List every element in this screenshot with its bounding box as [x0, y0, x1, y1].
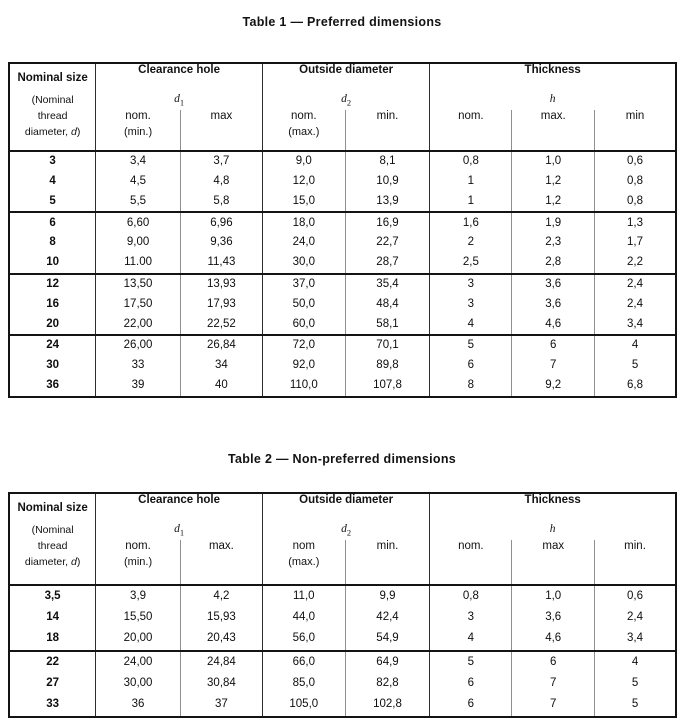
subcol-header: [512, 110, 595, 151]
table-cell: 30,00: [96, 673, 181, 694]
subcol-label: max: [210, 110, 233, 122]
subcol-label: max: [542, 540, 565, 552]
nominal-size-label: Nominal size: [17, 502, 88, 514]
table-cell: 22,52: [180, 314, 262, 335]
table-cell: 11.00: [96, 253, 181, 274]
table-cell: 2,8: [512, 253, 595, 274]
group-header-row: [9, 493, 676, 523]
table-row: [9, 356, 676, 376]
subcol-note: (max.): [288, 556, 320, 568]
nominal-size-cell: 3,5: [44, 589, 61, 602]
table-cell: 5: [595, 694, 676, 716]
table-cell: 26,84: [180, 335, 262, 356]
subheader-row: [9, 540, 676, 585]
table1-title: Table 1 — Preferred dimensions: [242, 15, 442, 29]
table-row: [9, 192, 676, 213]
subcol-note: [346, 126, 430, 138]
subcol-note: [595, 126, 675, 138]
table-cell: 13,9: [345, 192, 430, 213]
table-cell: 10,9: [345, 172, 430, 192]
symbol-row: [9, 93, 676, 110]
nominal-size-cell: 30: [46, 359, 59, 372]
table-cell: 5: [595, 356, 676, 376]
nominal-size-header: [9, 63, 96, 151]
table-cell: 36: [96, 694, 181, 716]
table-cell: 5,5: [96, 192, 181, 213]
table-cell: 28,7: [345, 253, 430, 274]
subcol-header: [595, 540, 676, 585]
subcol-label: nom.: [125, 540, 151, 552]
table-cell: 1,2: [512, 172, 595, 192]
nominal-size-cell: 5: [49, 194, 56, 207]
table-body: [9, 151, 676, 397]
table-cell: 6,8: [595, 376, 676, 397]
nominal-size-cell: 18: [46, 632, 59, 645]
table-cell: 2,3: [512, 233, 595, 253]
nominal-size-cell: 3: [49, 155, 56, 168]
table-cell: 35,4: [345, 274, 430, 295]
nominal-size-cell: 16: [46, 297, 59, 310]
table-cell: 4,2: [180, 585, 262, 607]
table-cell: 4: [430, 629, 512, 651]
table-header: [9, 493, 676, 585]
table-cell: 2,4: [595, 295, 676, 315]
subcol-header: [345, 110, 430, 151]
subcol-note: [181, 126, 262, 138]
table-cell: 1,3: [595, 212, 676, 233]
subcol-label: nom: [292, 540, 315, 552]
table-cell: 105,0: [262, 694, 345, 716]
subcol-label: min.: [624, 540, 646, 552]
table-cell: 110,0: [262, 376, 345, 397]
table-cell: 6,60: [96, 212, 181, 233]
table-cell: 37: [180, 694, 262, 716]
nominal-size-cell: 10: [46, 256, 59, 269]
table-cell: 3,4: [595, 314, 676, 335]
table-row: [9, 651, 676, 673]
subcol-note: (max.): [288, 126, 320, 138]
table-cell: 8: [430, 376, 512, 397]
subcol-note: [595, 556, 675, 568]
subheader-row: [9, 110, 676, 151]
dimension-symbol-h: h: [430, 93, 676, 110]
subcol-note: (min.): [124, 556, 153, 568]
table-cell: 20,43: [180, 629, 262, 651]
table-cell: 6: [512, 335, 595, 356]
dimension-symbol-d2: $d_2$: [262, 523, 429, 540]
table-cell: 3: [430, 295, 512, 315]
table-cell: 30,84: [180, 673, 262, 694]
table-cell: 11,0: [262, 585, 345, 607]
table-cell: 24,0: [262, 233, 345, 253]
group-header-thickness: Thickness: [430, 493, 676, 523]
subcol-note: [181, 556, 262, 568]
table-cell: 17,93: [180, 295, 262, 315]
table-cell: 34: [180, 356, 262, 376]
group-header-row: [9, 63, 676, 93]
dimension-symbol-d1: $d_1$: [96, 523, 263, 540]
table-row: [9, 253, 676, 274]
subcol-header: [180, 110, 262, 151]
subcol-header: [345, 540, 430, 585]
table-cell: 3,4: [96, 151, 181, 172]
table-cell: 24,00: [96, 651, 181, 673]
group-header-thickness: Thickness: [430, 63, 676, 93]
table-cell: 2,5: [430, 253, 512, 274]
table-cell: 4: [595, 335, 676, 356]
subcol-note: [430, 126, 511, 138]
table-cell: 6: [512, 651, 595, 673]
group-header-clearance-hole: Clearance hole: [96, 493, 263, 523]
table-cell: 18,0: [262, 212, 345, 233]
table-cell: 1: [430, 172, 512, 192]
subcol-note: [346, 556, 430, 568]
table-row: [9, 585, 676, 607]
table-row: [9, 212, 676, 233]
nominal-size-sublabel: (Nominal thread diameter, d): [24, 524, 81, 568]
table-cell: 5: [430, 651, 512, 673]
table-header: [9, 63, 676, 151]
table-cell: 20,00: [96, 629, 181, 651]
table-cell: 60,0: [262, 314, 345, 335]
table-cell: 33: [96, 356, 181, 376]
subcol-header: [512, 540, 595, 585]
nominal-size-cell: 8: [49, 236, 56, 249]
table-cell: 1,9: [512, 212, 595, 233]
table-cell: 2,4: [595, 607, 676, 628]
dimension-symbol-h: h: [430, 523, 676, 540]
table-cell: 30,0: [262, 253, 345, 274]
table2-title: Table 2 — Non-preferred dimensions: [227, 452, 457, 466]
table-row: [9, 314, 676, 335]
table-cell: 1,0: [512, 151, 595, 172]
table-cell: 4,8: [180, 172, 262, 192]
dimension-symbol-d2: $d_2$: [262, 93, 429, 110]
table-cell: 66,0: [262, 651, 345, 673]
table-cell: 22,7: [345, 233, 430, 253]
table-cell: 42,4: [345, 607, 430, 628]
subcol-header: [262, 540, 345, 585]
table-cell: 24,84: [180, 651, 262, 673]
table-cell: 22,00: [96, 314, 181, 335]
table-cell: 0,8: [430, 151, 512, 172]
table-cell: 0,8: [595, 172, 676, 192]
table-cell: 3,6: [512, 295, 595, 315]
table-cell: 4,6: [512, 314, 595, 335]
table-cell: 58,1: [345, 314, 430, 335]
table-row: [9, 151, 676, 172]
table-cell: 48,4: [345, 295, 430, 315]
table-cell: 40: [180, 376, 262, 397]
group-header-outside-diameter: Outside diameter: [262, 493, 429, 523]
table-row: [9, 335, 676, 356]
nominal-size-cell: 24: [9, 335, 96, 356]
table-cell: 3,6: [512, 274, 595, 295]
table-row: [9, 607, 676, 628]
subcol-label: nom.: [125, 110, 151, 122]
subcol-header: [180, 540, 262, 585]
table-cell: 11,43: [180, 253, 262, 274]
nominal-size-cell: 4: [49, 174, 56, 187]
table-cell: 3,9: [96, 585, 181, 607]
table-cell: 3,4: [595, 629, 676, 651]
table-cell: 6: [430, 694, 512, 716]
symbol-row: [9, 523, 676, 540]
table-row: [9, 295, 676, 315]
nominal-size-cell: 22: [9, 651, 96, 673]
table-cell: 15,50: [96, 607, 181, 628]
table-cell: 82,8: [345, 673, 430, 694]
table-cell: 7: [512, 673, 595, 694]
nominal-size-cell: 14: [46, 611, 59, 624]
nominal-size-cell: 33: [46, 698, 59, 711]
table-row: [9, 172, 676, 192]
table-cell: 56,0: [262, 629, 345, 651]
table-row: [9, 694, 676, 716]
table-cell: 3,6: [512, 607, 595, 628]
table-cell: 85,0: [262, 673, 345, 694]
subcol-label: nom.: [458, 540, 484, 552]
subcol-header: [430, 110, 512, 151]
table-cell: 0,6: [595, 585, 676, 607]
table-cell: 17,50: [96, 295, 181, 315]
table-cell: 7: [512, 694, 595, 716]
nominal-size-cell: 36: [46, 378, 59, 391]
nominal-size-cell: 27: [46, 677, 59, 690]
table-cell: 107,8: [345, 376, 430, 397]
table-cell: 6,96: [180, 212, 262, 233]
table-row: [9, 629, 676, 651]
table-row: [9, 376, 676, 397]
subcol-note: [512, 556, 594, 568]
table-cell: 1,2: [512, 192, 595, 213]
table-cell: 15,0: [262, 192, 345, 213]
dimensions-table: [8, 62, 677, 398]
table-cell: 4: [595, 651, 676, 673]
subcol-label: min: [625, 110, 645, 122]
subcol-header: [595, 110, 676, 151]
subcol-header: [96, 540, 181, 585]
table-cell: 89,8: [345, 356, 430, 376]
table-row: [9, 233, 676, 253]
table-cell: 44,0: [262, 607, 345, 628]
table-cell: 2,4: [595, 274, 676, 295]
table-cell: 15,93: [180, 607, 262, 628]
table-cell: 64,9: [345, 651, 430, 673]
dimension-symbol-d1: $d_1$: [96, 93, 263, 110]
subcol-note: [430, 556, 511, 568]
table-cell: 16,9: [345, 212, 430, 233]
subcol-label: nom.: [291, 110, 317, 122]
table-cell: 3: [430, 607, 512, 628]
group-header-outside-diameter: Outside diameter: [262, 63, 429, 93]
subcol-note: (min.): [124, 126, 153, 138]
table-cell: 4,6: [512, 629, 595, 651]
table-cell: 7: [512, 356, 595, 376]
table-cell: 1,0: [512, 585, 595, 607]
table-cell: 92,0: [262, 356, 345, 376]
table-cell: 26,00: [96, 335, 181, 356]
table-body: [9, 585, 676, 717]
table-cell: 70,1: [345, 335, 430, 356]
table-cell: 5,8: [180, 192, 262, 213]
table-cell: 0,8: [430, 585, 512, 607]
table1-container: [8, 62, 677, 398]
table-cell: 102,8: [345, 694, 430, 716]
nominal-size-cell: 12: [9, 274, 96, 295]
group-header-clearance-hole: Clearance hole: [96, 63, 263, 93]
nominal-size-cell: 6: [9, 212, 96, 233]
table-cell: 6: [430, 356, 512, 376]
table-cell: 9,2: [512, 376, 595, 397]
table-cell: 4,5: [96, 172, 181, 192]
table-cell: 3,7: [180, 151, 262, 172]
table-cell: 8,1: [345, 151, 430, 172]
subcol-label: min.: [376, 110, 399, 122]
table-cell: 39: [96, 376, 181, 397]
table-cell: 0,8: [595, 192, 676, 213]
table-cell: 3: [430, 274, 512, 295]
subcol-header: [96, 110, 181, 151]
table-cell: 9,0: [262, 151, 345, 172]
table2-container: [8, 492, 677, 718]
nominal-size-label: Nominal size: [17, 72, 88, 84]
table-cell: 37,0: [262, 274, 345, 295]
dimensions-table: [8, 492, 677, 718]
table-cell: 54,9: [345, 629, 430, 651]
subcol-label: max.: [208, 540, 234, 552]
table-cell: 9,9: [345, 585, 430, 607]
table-cell: 1,7: [595, 233, 676, 253]
table-cell: 5: [595, 673, 676, 694]
subcol-header: [430, 540, 512, 585]
table-cell: 1,6: [430, 212, 512, 233]
table-cell: 5: [430, 335, 512, 356]
table-cell: 72,0: [262, 335, 345, 356]
nominal-size-header: [9, 493, 96, 585]
table-cell: 2,2: [595, 253, 676, 274]
table-row: [9, 673, 676, 694]
table-cell: 9,00: [96, 233, 181, 253]
table-cell: 4: [430, 314, 512, 335]
table-cell: 6: [430, 673, 512, 694]
table-cell: 2: [430, 233, 512, 253]
table-row: [9, 274, 676, 295]
table-cell: 9,36: [180, 233, 262, 253]
table-cell: 1: [430, 192, 512, 213]
nominal-size-cell: 20: [46, 317, 59, 330]
subcol-label: nom.: [458, 110, 484, 122]
nominal-size-sublabel: (Nominal thread diameter, d): [24, 94, 81, 138]
table-cell: 13,93: [180, 274, 262, 295]
table-cell: 50,0: [262, 295, 345, 315]
subcol-header: [262, 110, 345, 151]
subcol-note: [512, 126, 594, 138]
table-cell: 12,0: [262, 172, 345, 192]
table-cell: 0,6: [595, 151, 676, 172]
subcol-label: max.: [540, 110, 566, 122]
subcol-label: min.: [376, 540, 399, 552]
table-cell: 13,50: [96, 274, 181, 295]
